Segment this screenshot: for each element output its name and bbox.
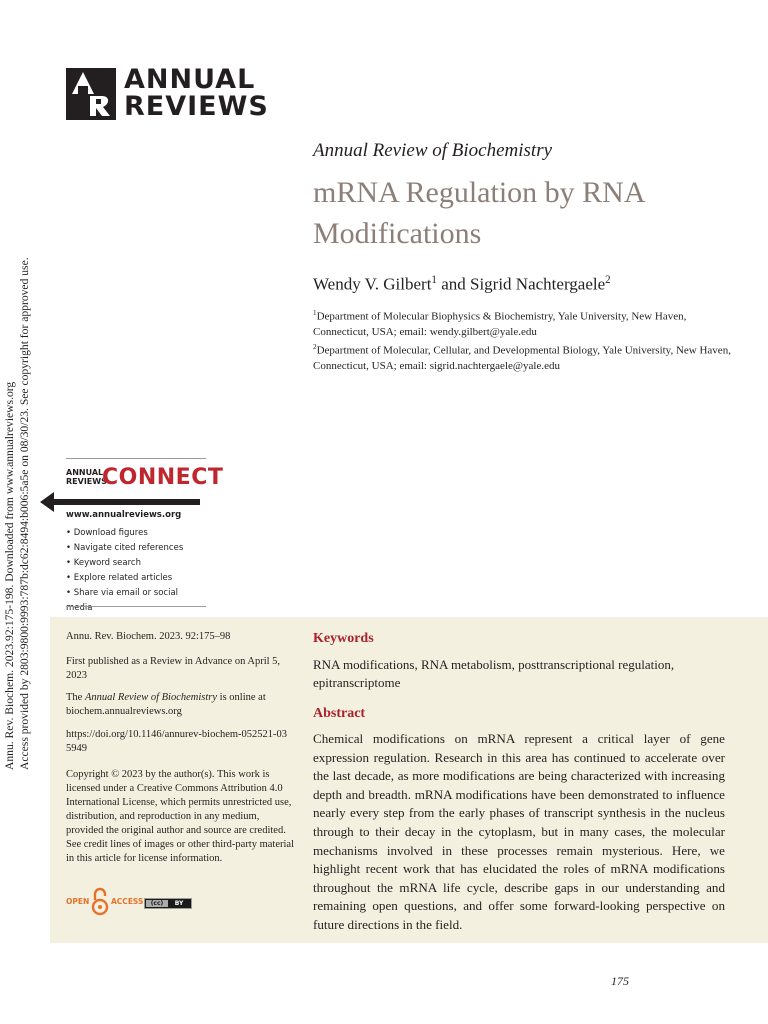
- access-label: ACCESS: [111, 897, 144, 906]
- connect-bottom-rule: [66, 606, 206, 607]
- connect-brand-reviews: REVIEWS: [66, 477, 107, 486]
- download-notice-line2: Access provided by 2803:9800:9993:787b:dc62:8494:b006:5a5e on 08/30/23. See copyright for approved use.: [18, 257, 31, 770]
- journal-name: Annual Review of Biochemistry: [313, 140, 553, 161]
- logo-line-annual: ANNUAL: [124, 64, 256, 95]
- author-separator: and: [436, 274, 470, 294]
- keywords-heading: Keywords: [313, 631, 374, 646]
- download-notice-line1: Annu. Rev. Biochem. 2023.92:175-198. Downloaded from www.annualreviews.org: [3, 381, 16, 770]
- download-notice: [2, 230, 32, 770]
- online-pre: The: [66, 692, 85, 703]
- author-1: Wendy V. Gilbert: [313, 274, 432, 294]
- cc-by-badge[interactable]: [144, 898, 192, 909]
- author-line: [313, 274, 611, 295]
- affiliation-1-sup: 1: [313, 309, 317, 317]
- ar-logo-mark-icon: [66, 68, 116, 120]
- connect-feature-item: • Keyword search: [66, 558, 141, 568]
- connect-feature-item: • Share via email or social media: [66, 588, 179, 613]
- abstract-text: Chemical modifications on mRNA represent a critical layer of gene expression regulation. Research in this area has continued to accelerate over the last decade, as more modifications are being characterized with increasing depth and breadth. mRNA modifications have been demonstrated to influence nearly every step from the early phases of transcript synthesis in the nucleus through to their decay in the cytoplasm, but in many cases, the molecular mechanisms involved in these processes remain mysterious. Here, we highlight recent work that has elucidated the roles of mRNA modifications throughout the mRNA life cycle, describe gaps in our understanding and remaining open questions, and offer some forward-looking perspective on future directions in the field.: [313, 731, 725, 932]
- connect-box: [66, 458, 224, 613]
- cc-badge-right: BY: [174, 900, 184, 907]
- author-2: Sigrid Nachtergaele: [470, 274, 606, 294]
- affiliation-2-text: Department of Molecular, Cellular, and Developmental Biology, Yale University, New Haven, Connecticut, USA; email: sigrid.nachtergaele@yale.edu: [313, 344, 731, 372]
- first-published: First published as a Review in Advance on April 5, 2023: [66, 656, 281, 681]
- connect-brand-annual: ANNUAL: [66, 468, 104, 477]
- copyright-notice: Copyright © 2023 by the author(s). This work is licensed under a Creative Commons Attribution 4.0 International License, which permits unrestricted use, distribution, and reproduction in any medium, provided the original author and source are credited. See credit lines of images or other third-party material in this article for license information.: [66, 769, 295, 864]
- cc-badge-left: (cc): [146, 900, 168, 907]
- online-post: is online at biochem.annualreviews.org: [66, 692, 266, 717]
- online-notice: [66, 691, 291, 719]
- affiliation-2-sup: 2: [313, 343, 317, 351]
- affiliation-1-text: Department of Molecular Biophysics & Biochemistry, Yale University, New Haven, Connecticut, USA; email: wendy.gilbert@yale.edu: [313, 310, 687, 338]
- keywords-text: RNA modifications, RNA metabolism, posttranscriptional regulation, epitranscriptome: [313, 657, 675, 690]
- abstract-heading: Abstract: [313, 706, 366, 721]
- citation: Annu. Rev. Biochem. 2023. 92:175–98: [66, 631, 231, 642]
- annual-reviews-logo: [66, 64, 269, 126]
- connect-feature-list: [66, 526, 206, 616]
- connect-feature-item: • Explore related articles: [66, 573, 173, 583]
- online-journal: Annual Review of Biochemistry: [84, 692, 218, 703]
- affiliation-2: [313, 340, 733, 374]
- open-access-badge: [66, 886, 206, 916]
- author-1-sup: 1: [431, 274, 437, 286]
- affiliation-1: [313, 306, 733, 340]
- connect-feature-item: • Download figures: [66, 528, 148, 538]
- connect-url[interactable]: www.annualreviews.org: [66, 510, 182, 520]
- open-access-lock-icon: [89, 886, 111, 916]
- open-label: OPEN: [66, 897, 90, 906]
- logo-line-reviews: REVIEWS: [124, 91, 269, 122]
- article-title: mRNA Regulation by RNA Modifications: [313, 176, 644, 250]
- connect-word: CONNECT: [102, 465, 224, 490]
- connect-feature-item: • Navigate cited references: [66, 543, 184, 553]
- doi-link[interactable]: https://doi.org/10.1146/annurev-biochem-052521-035949: [66, 729, 288, 754]
- connect-top-rule: [66, 458, 206, 459]
- author-2-sup: 2: [605, 274, 611, 286]
- page-number: 175: [611, 974, 629, 988]
